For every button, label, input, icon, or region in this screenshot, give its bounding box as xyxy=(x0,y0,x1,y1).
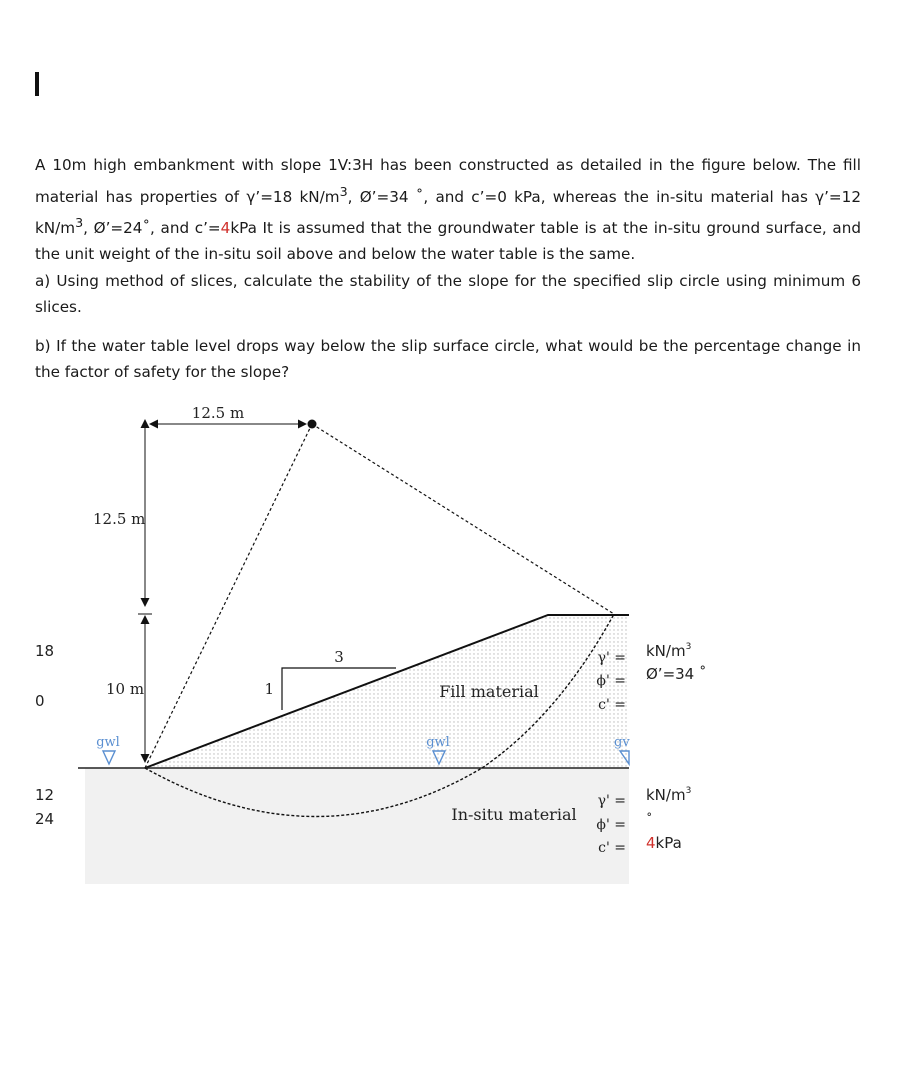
slope-ratio-v: 1 xyxy=(264,680,274,698)
question-paragraph: A 10m high embankment with slope 1V:3H has been constructed as detailed in the figure below. The fill material has properties of γ’=18 $kN/m^3$, Ø’=34 ˚, and c’=0 kPa, whereas the in-situ material has γ’=12 $kN/m^3$, Ø’=24˚, and c’=4kPa It is assumed that the groundwater table is at the in-situ ground surface, and the unit weight of the in-situ soil above and below the water table is the same. xyxy=(35,156,861,263)
svg-text:gv: gv xyxy=(614,735,630,750)
svg-text:ϕ' =: ϕ' = xyxy=(596,817,626,833)
svg-text:γ' =: γ' = xyxy=(597,650,626,666)
circle-centre xyxy=(308,420,317,429)
margin-value-18: 18 xyxy=(35,642,55,660)
slope-ratio-h: 3 xyxy=(334,648,344,666)
svg-text:gwl: gwl xyxy=(96,735,120,750)
insitu-block xyxy=(85,768,629,884)
insitu-gamma-unit: $kN/m^3$ xyxy=(646,786,692,804)
gwl-marker-left xyxy=(96,735,120,764)
fill-embankment xyxy=(145,615,629,768)
dim-top-label: 12.5 m xyxy=(191,404,245,422)
insitu-property-symbols xyxy=(596,793,626,856)
svg-text:c' =: c' = xyxy=(598,840,626,856)
fill-phi-note: Ø’=34 ˚ xyxy=(646,665,707,683)
svg-text:gwl: gwl xyxy=(426,735,450,750)
dim-left-upper-label: 12.5 m xyxy=(93,510,146,528)
fill-gamma-unit: $kN/m^3$ xyxy=(646,642,692,660)
fill-property-symbols xyxy=(596,650,626,713)
margin-value-0: 0 xyxy=(35,692,45,710)
insitu-phi-degree: ˚ xyxy=(646,813,653,828)
dim-left-lower-label: 10 m xyxy=(106,680,145,698)
part-a-paragraph: a) Using method of slices, calculate the stability of the slope for the specified slip circle using minimum 6 slices. xyxy=(35,272,861,316)
insitu-c-note: 4kPa xyxy=(646,834,682,852)
part-b-paragraph: b) If the water table level drops way below the slip surface circle, what would be the percentage change in the factor of safety for the slope? xyxy=(35,337,861,381)
margin-value-12: 12 xyxy=(35,786,55,804)
insitu-material-label: In-situ material xyxy=(451,805,577,824)
svg-text:ϕ' =: ϕ' = xyxy=(596,673,626,689)
margin-value-24: 24 xyxy=(35,810,55,828)
svg-text:γ' =: γ' = xyxy=(597,793,626,809)
radius-line-right xyxy=(312,424,614,614)
svg-text:c' =: c' = xyxy=(598,697,626,713)
fill-material-label: Fill material xyxy=(439,682,539,701)
